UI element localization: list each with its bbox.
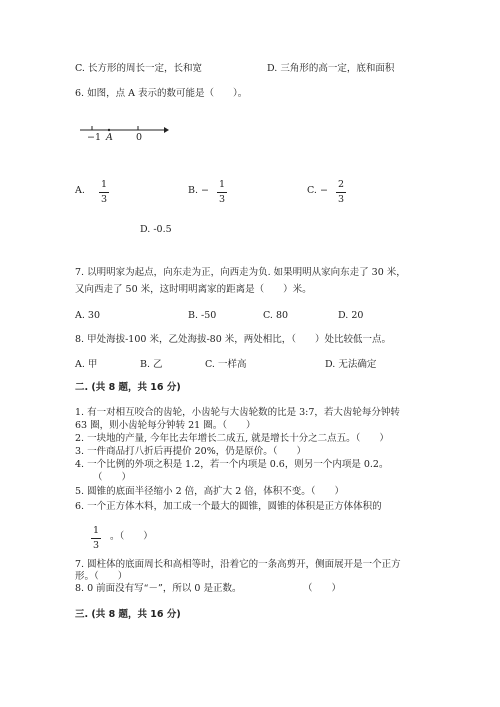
- s2-item7-line1: 7. 圆柱体的底面周长和高相等时，沿着它的一条高剪开，侧面展开是一个正方: [75, 559, 401, 570]
- q6-option-a-fraction: [98, 179, 110, 206]
- fraction-numerator: 1: [92, 525, 100, 536]
- s2-item6-fraction: [90, 525, 102, 552]
- q8-option-c: C. 一样高: [205, 359, 247, 370]
- s2-item5: 5. 圆锥的底面半径缩小 2 倍，高扩大 2 倍，体积不变。（ ）: [75, 486, 345, 497]
- fraction-bar: [217, 192, 227, 193]
- q6-option-a-prefix: A.: [75, 185, 85, 196]
- s2-item2: 2. 一块地的产量, 今年比去年增长二成五, 就是增长十分之二点五。（ ）: [75, 433, 389, 444]
- q6-option-b-fraction: [216, 179, 228, 206]
- q8-option-d: D. 无法确定: [325, 359, 377, 370]
- q8-stem: 8. 甲处海拔-100 米，乙处海拔-80 米，两处相比，（ ）处比较低一点。: [75, 334, 392, 345]
- q7-option-d: D. 20: [338, 310, 364, 321]
- q6-option-c-prefix: C. −: [307, 185, 328, 196]
- q6-option-b-prefix: B. −: [188, 185, 209, 196]
- q8-option-a: A. 甲: [75, 359, 98, 370]
- q6-option-d: D. -0.5: [140, 224, 172, 235]
- fraction-numerator: 2: [337, 179, 345, 190]
- q7-stem-line1: 7. 以明明家为起点，向东走为正，向西走为负. 如果明明从家向东走了 30 米，: [75, 267, 406, 278]
- s2-item7-line2: 形。（ ）: [75, 571, 128, 582]
- q7-stem-line2: 又向西走了 50 米，这时明明离家的距离是（ ）米。: [75, 284, 312, 295]
- q8-option-b: B. 乙: [140, 359, 163, 370]
- number-line-arrow: [164, 127, 169, 133]
- s2-item8: 8. 0 前面没有写“－”，所以 0 是正数。: [75, 583, 242, 594]
- s2-item4-line1: 4. 一个比例的外项之积是 1.2，若一个内项是 0.6，则另一个内项是 0.2。: [75, 459, 389, 470]
- fraction-numerator: 1: [218, 179, 226, 190]
- s2-item1-line2: 63 圈，则小齿轮每分钟转 21 圈。（ ）: [75, 420, 256, 431]
- point-a-dot: [108, 129, 110, 131]
- fraction-bar: [336, 192, 346, 193]
- label-zero: 0: [136, 132, 143, 143]
- label-point-a: A: [106, 132, 113, 143]
- s2-item4-line2: （ ）: [93, 472, 132, 483]
- fraction-denominator: 3: [92, 540, 100, 551]
- q5-option-d: D. 三角形的高一定，底和面积: [267, 63, 395, 74]
- fraction-denominator: 3: [100, 194, 108, 205]
- label-minus-one: −1: [87, 132, 102, 143]
- s2-item1-line1: 1. 有一对相互咬合的齿轮，小齿轮与大齿轮数的比是 3:7，若大齿轮每分钟转: [75, 407, 400, 418]
- s2-item6-line1: 6. 一个正方体木料，加工成一个最大的圆锥，圆锥的体积是正方体体积的: [75, 501, 382, 512]
- q7-option-b: B. -50: [188, 310, 217, 321]
- s2-item6-tail: 。（ ）: [110, 531, 153, 542]
- fraction-denominator: 3: [337, 194, 345, 205]
- fraction-bar: [99, 192, 109, 193]
- section2-title: 二. (共 8 题，共 16 分): [75, 382, 181, 393]
- fraction-bar: [91, 538, 101, 539]
- fraction-denominator: 3: [218, 194, 226, 205]
- s2-item3: 3. 一件商品打八折后再提价 20%，仍是原价。（ ）: [75, 446, 306, 457]
- q6-stem: 6. 如图，点 A 表示的数可能是（ ）。: [75, 88, 248, 99]
- q7-option-c: C. 80: [263, 310, 289, 321]
- q5-option-c: C. 长方形的周长一定，长和宽: [75, 63, 202, 74]
- q6-option-c-fraction: [335, 179, 347, 206]
- fraction-numerator: 1: [100, 179, 108, 190]
- s2-item8-paren: （ ）: [303, 583, 342, 594]
- section3-title: 三. (共 8 题，共 16 分): [75, 609, 181, 620]
- q7-option-a: A. 30: [75, 310, 100, 321]
